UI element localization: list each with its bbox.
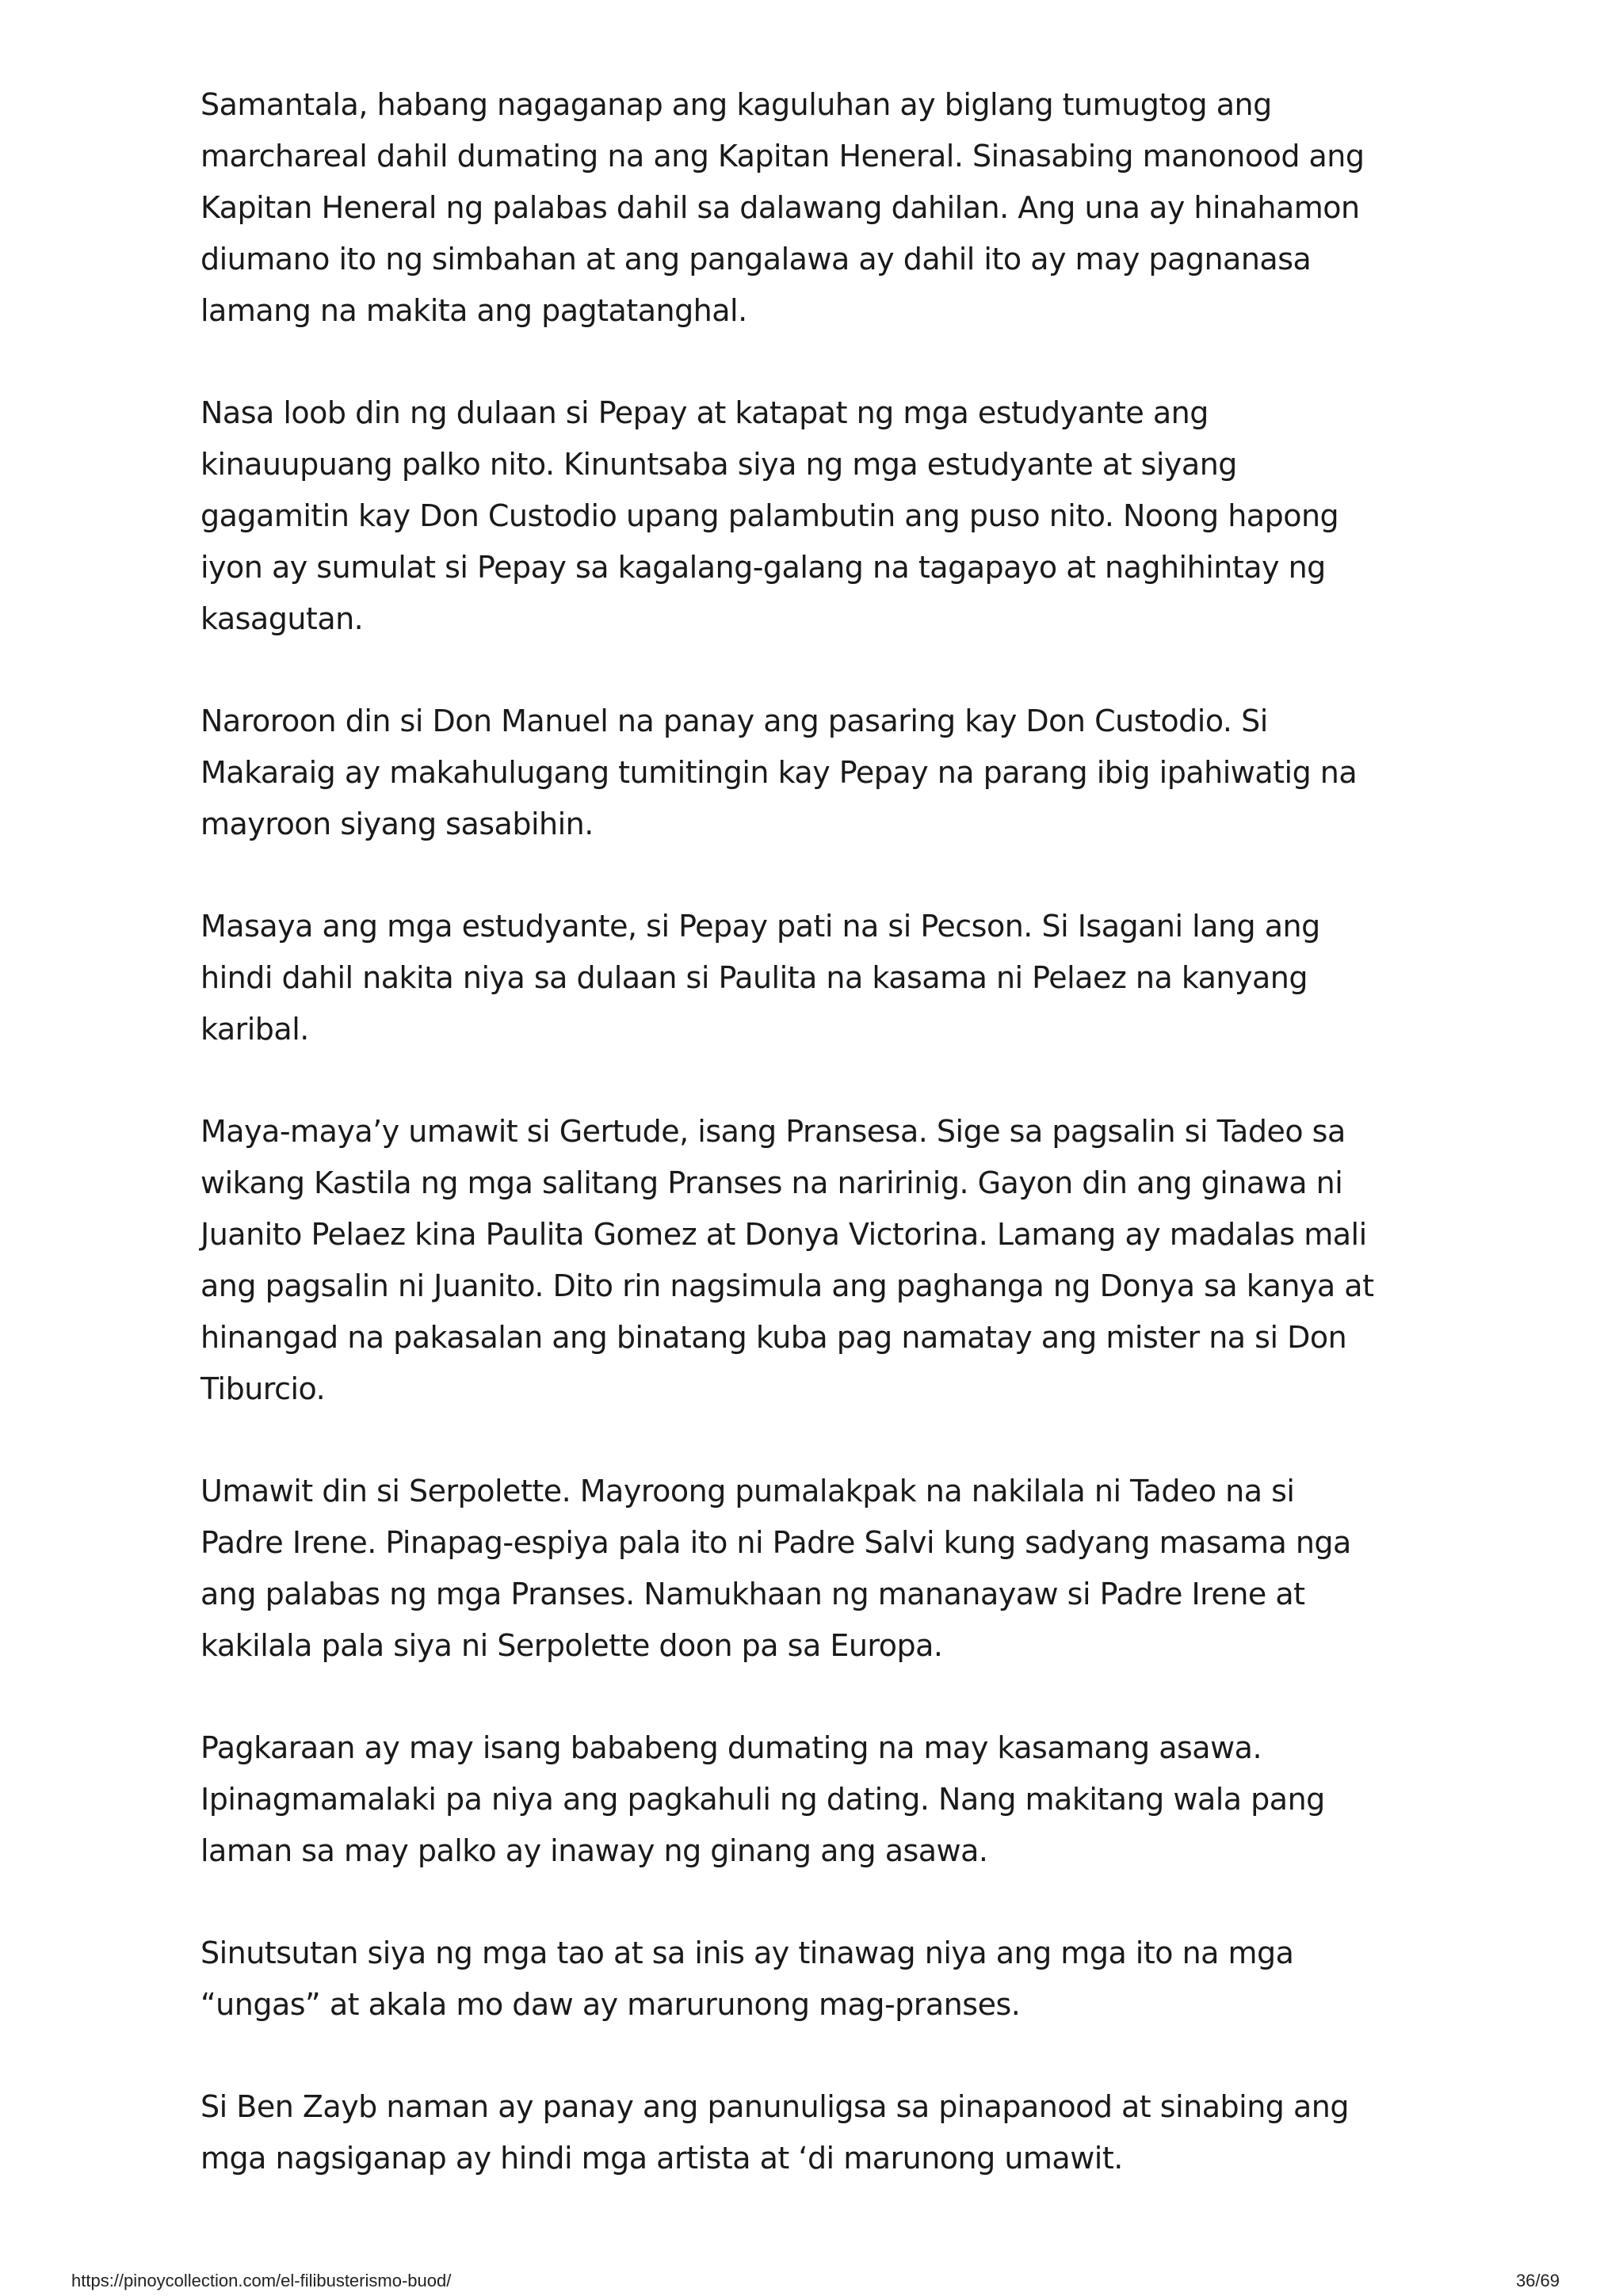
paragraph: Pagkaraan ay may isang bababeng dumating na may kasamang asawa. Ipinagmamalaki pa niya ang pagkahuli ng dating. Nang makitang wala pang laman sa may palko ay inaway ng ginang ang asawa. [200, 1730, 1325, 1868]
paragraph: Naroroon din si Don Manuel na panay ang pasaring kay Don Custodio. Si Makaraig ay makahulugang tumitingin kay Pepay na parang ibig ipahiwatig na mayroon siyang sasabihin. [200, 704, 1358, 841]
footer-source-url: https://pinoycollection.com/el-filibusterismo-buod/ [71, 2271, 452, 2290]
paragraph: Masaya ang mga estudyante, si Pepay pati na si Pecson. Si Isagani lang ang hindi dahil nakita niya sa dulaan si Paulita na kasama ni Pelaez na kanyang karibal. [200, 909, 1320, 1047]
footer-page-number: 36/69 [1515, 2271, 1560, 2290]
paragraph: Nasa loob din ng dulaan si Pepay at katapat ng mga estudyante ang kinauupuang palko nito. Kinuntsaba siya ng mga estudyante at siyang gagamitin kay Don Custodio upang palambutin ang puso nito. Noong hapong iyon ay sumulat si Pepay sa kagalang-galang na tagapayo at naghihintay ng kasagutan. [200, 395, 1339, 636]
article-body [200, 79, 1468, 2235]
paragraph: Sinutsutan siya ng mga tao at sa inis ay tinawag niya ang mga ito na mga “ungas” at akala mo daw ay marurunong mag-pranses. [200, 1936, 1294, 2022]
paragraph: Si Ben Zayb naman ay panay ang panunuligsa sa pinapanood at sinabing ang mga nagsiganap ay hindi mga artista at ‘di marunong umawit. [200, 2089, 1349, 2176]
paragraph: Samantala, habang nagaganap ang kaguluhan ay biglang tumugtog ang marchareal dahil dumating na ang Kapitan Heneral. Sinasabing manonood ang Kapitan Heneral ng palabas dahil sa dalawang dahilan. Ang una ay hinahamon diumano ito ng simbahan at ang pangalawa ay dahil ito ay may pagnanasa lamang na makita ang pagtatanghal. [200, 87, 1365, 328]
paragraph: Maya-maya’y umawit si Gertude, isang Pransesa. Sige sa pagsalin si Tadeo sa wikang Kastila ng mga salitang Pranses na naririnig. Gayon din ang ginawa ni Juanito Pelaez kina Paulita Gomez at Donya Victorina. Lamang ay madalas mali ang pagsalin ni Juanito. Dito rin nagsimula ang paghanga ng Donya sa kanya at hinangad na pakasalan ang binatang kuba pag namatay ang mister na si Don Tiburcio. [200, 1114, 1374, 1406]
paragraph: Umawit din si Serpolette. Mayroong pumalakpak na nakilala ni Tadeo na si Padre Irene. Pinapag-espiya pala ito ni Padre Salvi kung sadyang masama nga ang palabas ng mga Pranses. Namukhaan ng mananayaw si Padre Irene at kakilala pala siya ni Serpolette doon pa sa Europa. [200, 1474, 1351, 1663]
